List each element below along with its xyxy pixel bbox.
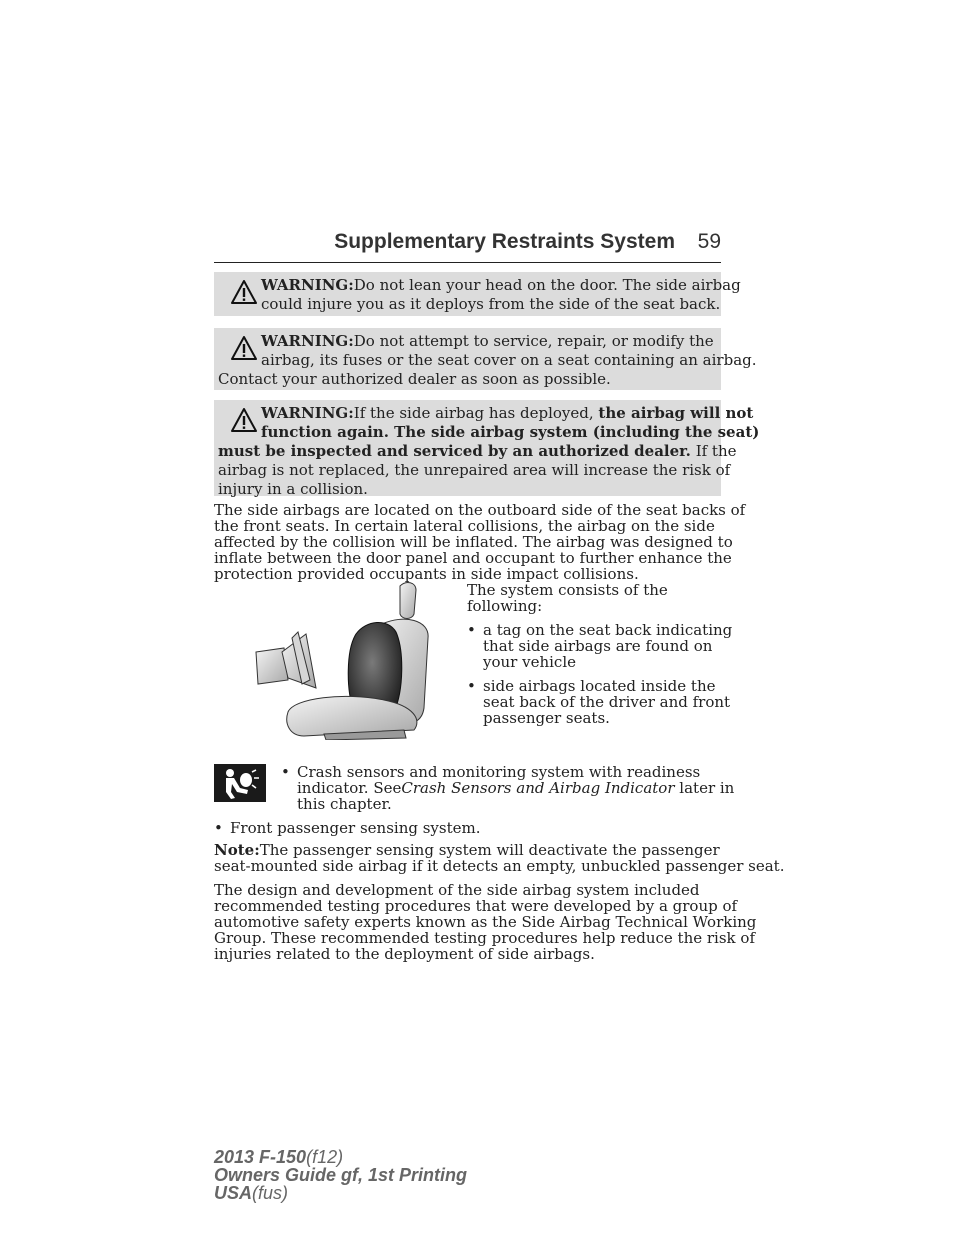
warning-box: WARNING:Do not attempt to service, repair, or modify the airbag, its fuses or the seat cover on a seat containing an airbag. Contact your authorized dealer as soon as possible. xyxy=(214,328,721,390)
list-item: • Crash sensors and monitoring system with readiness indicator. SeeCrash Sensors and Airbag Indicator later in this chapter. xyxy=(281,763,735,813)
warning-label: WARNING: xyxy=(261,276,354,294)
system-paragraph: The system consists of the following: xyxy=(467,581,668,615)
warning-triangle-icon xyxy=(230,279,258,305)
warning-box: WARNING:If the side airbag has deployed, the airbag will not function again. The side airbag system (including the seat) must be inspected and serviced by an authorized dealer. If the airbag is not replaced, the unrepaired area will increase the risk of injury in a collision. xyxy=(214,400,721,496)
page-footer: 2013 F-150(f12) Owners Guide gf, 1st Printing USA(fus) xyxy=(214,1147,468,1203)
list-item: • a tag on the seat back indicating that side airbags are found on your vehicle xyxy=(467,621,733,671)
warning-triangle-icon xyxy=(230,407,258,433)
list-item: • side airbags located inside the seat back of the driver and front passenger seats. xyxy=(467,677,731,727)
page-number: 59 xyxy=(697,230,721,253)
page-title: Supplementary Restraints System xyxy=(334,230,675,253)
seat-airbag-illustration xyxy=(254,580,444,740)
note-paragraph: Note:The passenger sensing system will deactivate the passenger seat-mounted side airbag if it detects an empty, unbuckled passenger seat. xyxy=(214,841,785,875)
design-paragraph: The design and development of the side airbag system included recommended testing procedures that were developed by a group of automotive safety experts known as the Side Airbag Technical Working Group. These recommended testing procedures help reduce the risk of injuries related to the deployment of side airbags. xyxy=(214,881,757,963)
warning-triangle-icon xyxy=(230,335,258,361)
cross-reference: Crash Sensors and Airbag Indicator xyxy=(401,779,675,797)
note-label: Note: xyxy=(214,841,260,859)
intro-paragraph: The side airbags are located on the outboard side of the seat backs of the front seats. In certain lateral collisions, the airbag on the side affected by the collision will be inflated. The airbag was designed to inflate between the door panel and occupant to further enhance the protection provided occupants in side impact collisions. xyxy=(214,501,746,583)
warning-label: WARNING: xyxy=(261,332,354,350)
warning-label: WARNING: xyxy=(261,404,354,422)
airbag-indicator-icon xyxy=(214,764,266,802)
page-header xyxy=(214,228,721,263)
warning-box: WARNING:Do not lean your head on the door. The side airbag could injure you as it deploys from the side of the seat back. xyxy=(214,272,721,316)
list-item: • Front passenger sensing system. xyxy=(214,819,481,837)
